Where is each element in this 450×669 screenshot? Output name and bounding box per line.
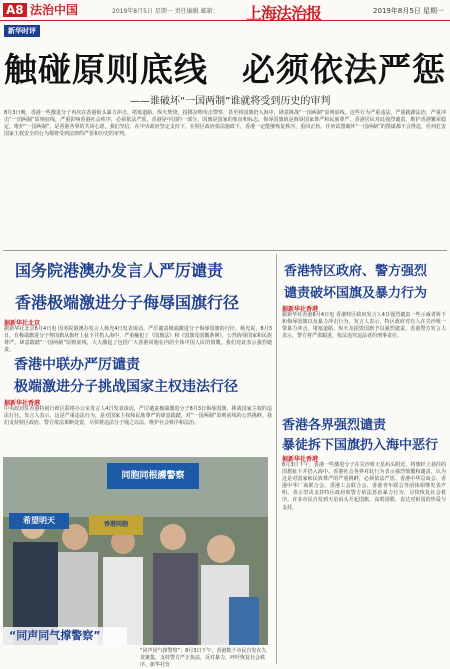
- page-number: A8: [3, 3, 27, 17]
- article1-body: 据新华社北京8月4日电 国务院港澳办发言人杨光4日发表谈话，严厉谴责极端激进分子侮辱国旗的行径。杨光说，8月3日，有极端激进分子将国旗从旗杆上扯下并扔入海中，严重触犯了《国旗法》和《国旗及国徽条例》，公然侮辱国家和民族尊严，肆意践踏“一国两制”原则底线，大大激起了包括广大香港同胞在内的全体中国人民的愤慨。我们对此表示强烈谴责。: [4, 326, 272, 354]
- section-divider: [3, 250, 447, 251]
- lead-body: 8月3日晚，香港一些激进分子再次在香港街头暴力冲击、堵塞道路、纵火焚烧，投掷杂物攻击警察，甚至将国旗扔入海中，肆意挑战“一国两制”原则底线。这些行为严重违法，严重践踏法治，严重冲击“一国两制”原则底线，严重影响香港社会秩序，必须依法严惩。香港是中国的一部分，国旗是国家的象征和标志，侮辱国旗就是侮辱国家尊严和民族尊严。香港居民对此强烈谴责。维护香港繁荣稳定，维护“一国两制”，是香港各界的共同心愿。我们坚信，在中央政府坚定支持下，在特区政府依法施政下，香港一定能够恢复秩序，重回正轨。任何试图破坏“一国两制”的图谋都不会得逞，任何危害国家主权安全的行为都将受到法律的严惩和历史的审判。: [4, 110, 446, 138]
- article2-title-line1: 香港中联办严厉谴责: [14, 357, 140, 373]
- protest-sign-left: 希望明天: [9, 513, 69, 529]
- article1-title-line1: 国务院港澳办发言人严厉谴责: [15, 261, 224, 280]
- article3-body: 据新华社香港8月4日电 香港特区政府发言人4日强烈谴责一些示威者拆下和侮辱国旗以及暴力冲击行为。发言人表示，特区政府对有人在尖沙咀一带暴力冲击、堵塞道路、纵火及损毁国旗予以强烈谴责。香港警方发言人表示，警方将严肃跟进，依法追究违法者的刑事责任。: [282, 312, 446, 340]
- lead-subhead: ——谁破坏“一国两制”谁就将受到历史的审判: [130, 96, 331, 107]
- masthead: 上海法治报: [246, 4, 322, 23]
- page-header: [0, 0, 450, 21]
- lead-headline: 触碰原则底线 必须依法严惩: [4, 50, 446, 89]
- protest-sign-main: 同胞同根護警察: [107, 463, 199, 489]
- protest-sign-right: 香港同胞: [89, 515, 143, 535]
- article1-title-line2: 香港极端激进分子侮辱国旗行径: [15, 293, 240, 312]
- photo-overlay-title: “同声同气撑警察”: [3, 627, 127, 645]
- section-title: 法治中国: [30, 3, 79, 17]
- article4-body: 8月3日下午，香港一些激进分子在尖沙咀天星码头附近，将旗杆上悬挂的国旗扯下并扔入海中。香港社会各界对此行为表示强烈愤慨和谴责，认为这是对国家和民族尊严的严重挑衅，必须依法严惩。香港中华总商会、香港中华厂商联合会、香港工会联合会、香港青年联会等团体相继发表声明，表示坚决支持特区政府和警方依法惩治暴力行为，尽快恢复社会秩序。许多市民自发到天星码头升起国旗，高唱国歌，表达对祖国的热爱与支持。: [282, 462, 446, 511]
- article2-byline: 据新华社香港: [4, 400, 41, 407]
- article1-byline: 据新华社北京: [4, 320, 41, 327]
- article4-title-line2: 暴徒拆下国旗扔入海中恶行: [282, 438, 439, 453]
- photo-caption: “同声同气撑警察”：8月3日下午，香港数千市民自发在九龙聚集，支持警方严正执法，反对暴力，呼吁恢复社会秩序。新华社发: [140, 648, 267, 668]
- article3-title-line2: 谴责破坏国旗及暴力行为: [284, 286, 428, 301]
- news-photo: [3, 457, 268, 645]
- issue-date: 2019年8月5日 星期一: [373, 7, 444, 15]
- column-tag: 新华时评: [4, 25, 40, 37]
- column-divider: [276, 254, 277, 664]
- article2-body: 中央政府驻香港特别行政区联络办公室发言人4日发表谈话，严厉谴责极端激进分子8月3日侮辱国旗、挑战国家主权的违法行径。发言人表示，这是严重违法行为，是对国家主权和民族尊严的肆意践踏，对“一国两制”原则底线的公然挑衅。我们支持特区政府、警方依法果断处置，尽快将违法分子绳之以法，维护社会秩序和法治。: [4, 406, 272, 427]
- article4-byline: 据新华社香港: [282, 456, 319, 463]
- article3-title-line1: 香港特区政府、警方强烈: [284, 264, 428, 279]
- article3-byline: 据新华社香港: [282, 306, 319, 313]
- header-meta: 2019年8月5日 星期一 责任编辑 邮箱：: [112, 8, 219, 15]
- article4-title-line1: 香港各界强烈谴责: [282, 418, 387, 433]
- article2-title-line2: 极端激进分子挑战国家主权违法行径: [14, 379, 238, 395]
